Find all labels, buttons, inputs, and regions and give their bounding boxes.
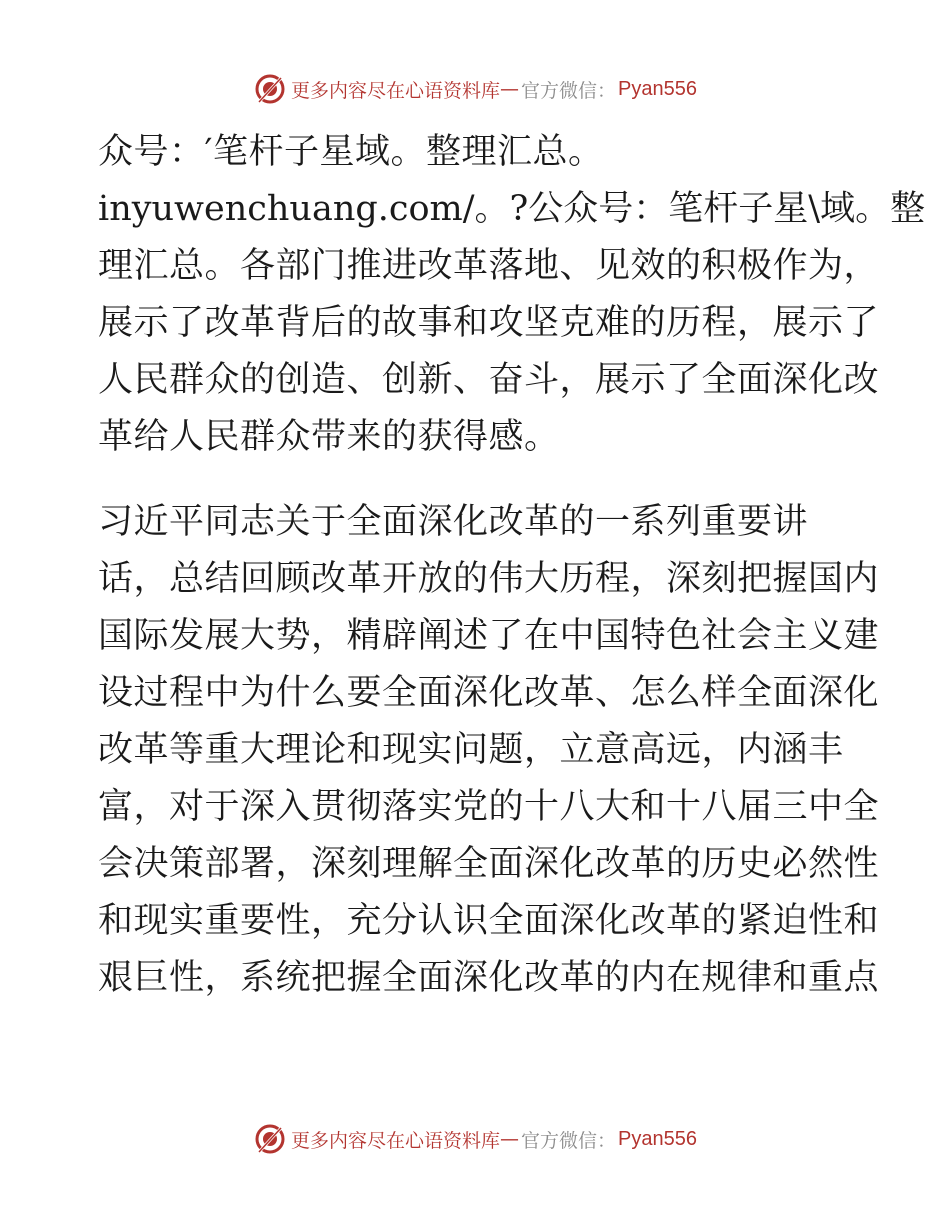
paragraph-1 bbox=[98, 124, 926, 466]
header-wechat-id: Pyan556 bbox=[618, 77, 697, 100]
header-separator: — bbox=[500, 78, 520, 100]
footer-banner bbox=[0, 1122, 950, 1156]
pen-logo-icon bbox=[253, 1122, 287, 1156]
footer-label: 官方微信： bbox=[521, 1129, 617, 1152]
header-brand: 更多内容尽在心语资料库 bbox=[291, 79, 501, 102]
footer-wechat-id: Pyan556 bbox=[618, 1127, 697, 1150]
pen-logo-icon bbox=[253, 72, 287, 106]
text-line: 会决策部署，深刻理解全面深化改革的历史必然性 bbox=[98, 844, 880, 884]
text-line: 展示了改革背后的故事和攻坚克难的历程，展示了 bbox=[98, 303, 880, 343]
text-line: 习近平同志关于全面深化改革的一系列重要讲 bbox=[98, 502, 809, 542]
footer-separator: — bbox=[500, 1128, 520, 1150]
text-line: 众号：′笔杆子星域。整理汇总。 bbox=[98, 132, 604, 172]
footer-brand: 更多内容尽在心语资料库 bbox=[291, 1129, 501, 1152]
text-line: 改革等重大理论和现实问题，立意高远，内涵丰 bbox=[98, 730, 844, 770]
text-line: 理汇总。各部门推进改革落地、见效的积极作为， bbox=[98, 246, 880, 286]
paragraph-gap bbox=[98, 466, 858, 494]
text-line: 设过程中为什么要全面深化改革、怎么样全面深化 bbox=[98, 673, 880, 713]
text-line: 话，总结回顾改革开放的伟大历程，深刻把握国内 bbox=[98, 559, 880, 599]
text-line: 革给人民群众带来的获得感。 bbox=[98, 417, 560, 457]
header-banner bbox=[0, 72, 950, 106]
text-line: 人民群众的创造、创新、奋斗，展示了全面深化改 bbox=[98, 360, 880, 400]
document-body bbox=[98, 124, 926, 1007]
text-line: 国际发展大势，精辟阐述了在中国特色社会主义建 bbox=[98, 616, 880, 656]
header-label: 官方微信： bbox=[521, 79, 617, 102]
text-line: 富，对于深入贯彻落实党的十八大和十八届三中全 bbox=[98, 787, 880, 827]
paragraph-2 bbox=[98, 494, 880, 1007]
text-line: inyuwenchuang.com/。?公众号：笔杆子星\域。整 bbox=[98, 189, 926, 229]
text-line: 艰巨性，系统把握全面深化改革的内在规律和重点 bbox=[98, 958, 880, 998]
text-line: 和现实重要性，充分认识全面深化改革的紧迫性和 bbox=[98, 901, 880, 941]
